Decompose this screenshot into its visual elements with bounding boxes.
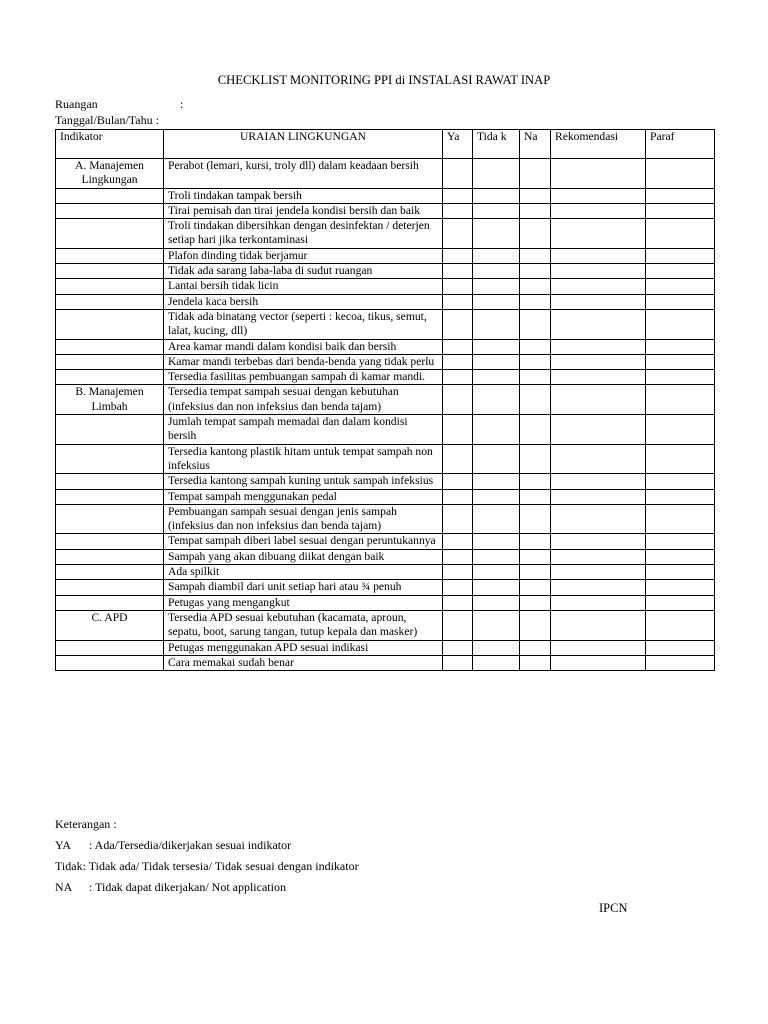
tidak-cell[interactable] — [473, 610, 520, 640]
indikator-cell — [56, 203, 164, 218]
table-row — [56, 354, 715, 369]
ya-cell[interactable] — [443, 309, 473, 339]
uraian-cell: Tempat sampah diberi label sesuai dengan peruntukannya — [164, 534, 443, 549]
paraf-cell[interactable] — [646, 385, 715, 415]
uraian-cell: Perabot (lemari, kursi, troly dll) dalam keadaan bersih — [164, 159, 443, 189]
tidak-cell[interactable] — [473, 549, 520, 564]
paraf-cell[interactable] — [646, 279, 715, 294]
na-cell[interactable] — [520, 549, 551, 564]
paraf-cell[interactable] — [646, 534, 715, 549]
note-ya — [55, 838, 291, 852]
rekomendasi-cell[interactable] — [551, 415, 646, 445]
paraf-cell[interactable] — [646, 549, 715, 564]
uraian-cell: Jendela kaca bersih — [164, 294, 443, 309]
table-row — [56, 188, 715, 203]
rekomendasi-cell[interactable] — [551, 264, 646, 279]
tidak-cell[interactable] — [473, 489, 520, 504]
uraian-cell: Tidak ada binatang vector (seperti : kecoa, tikus, semut, lalat, kucing, dll) — [164, 309, 443, 339]
indikator-cell — [56, 580, 164, 595]
rekomendasi-cell[interactable] — [551, 534, 646, 549]
indikator-cell — [56, 339, 164, 354]
ya-cell[interactable] — [443, 248, 473, 263]
na-cell[interactable] — [520, 489, 551, 504]
ya-cell[interactable] — [443, 610, 473, 640]
tidak-cell[interactable] — [473, 580, 520, 595]
ya-cell[interactable] — [443, 640, 473, 655]
rekomendasi-cell[interactable] — [551, 203, 646, 218]
paraf-cell[interactable] — [646, 415, 715, 445]
table-row — [56, 264, 715, 279]
uraian-cell: Tidak ada sarang laba-laba di sudut ruangan — [164, 264, 443, 279]
ya-cell[interactable] — [443, 655, 473, 670]
header-indikator: Indikator — [56, 130, 164, 159]
note-text: : Ada/Tersedia/dikerjakan sesuai indikator — [89, 838, 292, 852]
na-cell[interactable] — [520, 655, 551, 670]
uraian-cell: Tempat sampah menggunakan pedal — [164, 489, 443, 504]
uraian-cell: Lantai bersih tidak licin — [164, 279, 443, 294]
rekomendasi-cell[interactable] — [551, 279, 646, 294]
ya-cell[interactable] — [443, 534, 473, 549]
note-text: : Tidak dapat dikerjakan/ Not application — [89, 880, 286, 894]
indikator-cell — [56, 309, 164, 339]
rekomendasi-cell[interactable] — [551, 370, 646, 385]
paraf-cell[interactable] — [646, 219, 715, 249]
indikator-cell: B. Manajemen Limbah — [56, 385, 164, 415]
ruangan-colon: : — [180, 97, 184, 111]
indikator-cell — [56, 264, 164, 279]
table-row — [56, 279, 715, 294]
tidak-cell[interactable] — [473, 279, 520, 294]
rekomendasi-cell[interactable] — [551, 339, 646, 354]
paraf-cell[interactable] — [646, 248, 715, 263]
table-row — [56, 219, 715, 249]
paraf-cell[interactable] — [646, 354, 715, 369]
indikator-cell: C. APD — [56, 610, 164, 640]
na-cell[interactable] — [520, 370, 551, 385]
ya-cell[interactable] — [443, 504, 473, 534]
indikator-cell — [56, 549, 164, 564]
uraian-cell: Pembuangan sampah sesuai dengan jenis sampah (infeksius dan non infeksius dan benda tajam) — [164, 504, 443, 534]
ya-cell[interactable] — [443, 415, 473, 445]
table-row — [56, 489, 715, 504]
na-cell[interactable] — [520, 203, 551, 218]
na-cell[interactable] — [520, 294, 551, 309]
paraf-cell[interactable] — [646, 565, 715, 580]
ya-cell[interactable] — [443, 580, 473, 595]
ya-cell[interactable] — [443, 595, 473, 610]
ya-cell[interactable] — [443, 370, 473, 385]
indikator-cell — [56, 415, 164, 445]
indikator-cell — [56, 294, 164, 309]
header-rekomendasi: Rekomendasi — [551, 130, 646, 159]
na-cell[interactable] — [520, 534, 551, 549]
na-cell[interactable] — [520, 504, 551, 534]
table-row — [56, 309, 715, 339]
rekomendasi-cell[interactable] — [551, 610, 646, 640]
tidak-cell[interactable] — [473, 415, 520, 445]
na-cell[interactable] — [520, 309, 551, 339]
paraf-cell[interactable] — [646, 655, 715, 670]
rekomendasi-cell[interactable] — [551, 248, 646, 263]
uraian-cell: Troli tindakan tampak bersih — [164, 188, 443, 203]
rekomendasi-cell[interactable] — [551, 354, 646, 369]
uraian-cell: Petugas yang mengangkut — [164, 595, 443, 610]
note-text: : Tidak ada/ Tidak tersesia/ Tidak sesuai dengan indikator — [82, 859, 359, 873]
table-row — [56, 370, 715, 385]
tidak-cell[interactable] — [473, 640, 520, 655]
paraf-cell[interactable] — [646, 580, 715, 595]
na-cell[interactable] — [520, 415, 551, 445]
tidak-cell[interactable] — [473, 264, 520, 279]
table-row — [56, 549, 715, 564]
note-na — [55, 880, 286, 894]
rekomendasi-cell[interactable] — [551, 580, 646, 595]
table-row — [56, 610, 715, 640]
signature-label: IPCN — [599, 901, 628, 915]
paraf-cell[interactable] — [646, 264, 715, 279]
table-row — [56, 655, 715, 670]
na-cell[interactable] — [520, 595, 551, 610]
indikator-cell — [56, 489, 164, 504]
page-title: CHECKLIST MONITORING PPI di INSTALASI RAWAT INAP — [217, 73, 551, 87]
uraian-cell: Tersedia kantong sampah kuning untuk sampah infeksius — [164, 474, 443, 489]
table-row — [56, 444, 715, 474]
indikator-cell — [56, 370, 164, 385]
na-cell[interactable] — [520, 580, 551, 595]
na-cell[interactable] — [520, 565, 551, 580]
tidak-cell[interactable] — [473, 474, 520, 489]
table-row — [56, 415, 715, 445]
na-cell[interactable] — [520, 279, 551, 294]
tidak-cell[interactable] — [473, 248, 520, 263]
ruangan-field — [55, 97, 183, 111]
table-row — [56, 294, 715, 309]
indikator-cell — [56, 188, 164, 203]
paraf-cell[interactable] — [646, 444, 715, 474]
tidak-cell[interactable] — [473, 534, 520, 549]
ya-cell[interactable] — [443, 474, 473, 489]
paraf-cell[interactable] — [646, 595, 715, 610]
table-row — [56, 248, 715, 263]
rekomendasi-cell[interactable] — [551, 655, 646, 670]
tidak-cell[interactable] — [473, 655, 520, 670]
na-cell[interactable] — [520, 354, 551, 369]
tidak-cell[interactable] — [473, 354, 520, 369]
uraian-cell: Plafon dinding tidak berjamur — [164, 248, 443, 263]
rekomendasi-cell[interactable] — [551, 640, 646, 655]
paraf-cell[interactable] — [646, 504, 715, 534]
indikator-cell — [56, 279, 164, 294]
ya-cell[interactable] — [443, 385, 473, 415]
indikator-cell — [56, 534, 164, 549]
checklist-table — [55, 129, 715, 671]
header-paraf: Paraf — [646, 130, 715, 159]
na-cell[interactable] — [520, 248, 551, 263]
paraf-cell[interactable] — [646, 188, 715, 203]
rekomendasi-cell[interactable] — [551, 444, 646, 474]
header-uraian: URAIAN LINGKUNGAN — [164, 130, 443, 159]
tidak-cell[interactable] — [473, 159, 520, 189]
tidak-cell[interactable] — [473, 219, 520, 249]
ya-cell[interactable] — [443, 219, 473, 249]
uraian-cell: Tersedia kantong plastik hitam untuk tempat sampah non infeksius — [164, 444, 443, 474]
tidak-cell[interactable] — [473, 370, 520, 385]
indikator-cell — [56, 595, 164, 610]
paraf-cell[interactable] — [646, 610, 715, 640]
tidak-cell[interactable] — [473, 595, 520, 610]
tanggal-label: Tanggal/Bulan/Tahu : — [55, 113, 159, 127]
table-row — [56, 580, 715, 595]
na-cell[interactable] — [520, 385, 551, 415]
tidak-cell[interactable] — [473, 444, 520, 474]
na-cell[interactable] — [520, 159, 551, 189]
uraian-cell: Tersedia tempat sampah sesuai dengan kebutuhan (infeksius dan non infeksius dan benda tajam) — [164, 385, 443, 415]
paraf-cell[interactable] — [646, 640, 715, 655]
rekomendasi-cell[interactable] — [551, 504, 646, 534]
ya-cell[interactable] — [443, 339, 473, 354]
ya-cell[interactable] — [443, 489, 473, 504]
ya-cell[interactable] — [443, 188, 473, 203]
indikator-cell — [56, 504, 164, 534]
tidak-cell[interactable] — [473, 294, 520, 309]
ya-cell[interactable] — [443, 294, 473, 309]
paraf-cell[interactable] — [646, 489, 715, 504]
rekomendasi-cell[interactable] — [551, 294, 646, 309]
uraian-cell: Sampah yang akan dibuang diikat dengan baik — [164, 549, 443, 564]
rekomendasi-cell[interactable] — [551, 565, 646, 580]
na-cell[interactable] — [520, 610, 551, 640]
ya-cell[interactable] — [443, 264, 473, 279]
rekomendasi-cell[interactable] — [551, 474, 646, 489]
rekomendasi-cell[interactable] — [551, 219, 646, 249]
rekomendasi-cell[interactable] — [551, 595, 646, 610]
tidak-cell[interactable] — [473, 504, 520, 534]
note-tidak — [55, 859, 359, 873]
ya-cell[interactable] — [443, 203, 473, 218]
tidak-cell[interactable] — [473, 565, 520, 580]
table-row — [56, 595, 715, 610]
table-row — [56, 565, 715, 580]
paraf-cell[interactable] — [646, 474, 715, 489]
na-cell[interactable] — [520, 474, 551, 489]
na-cell[interactable] — [520, 444, 551, 474]
uraian-cell: Kamar mandi terbebas dari benda-benda yang tidak perlu — [164, 354, 443, 369]
rekomendasi-cell[interactable] — [551, 159, 646, 189]
ya-cell[interactable] — [443, 549, 473, 564]
uraian-cell: Petugas menggunakan APD sesuai indikasi — [164, 640, 443, 655]
paraf-cell[interactable] — [646, 309, 715, 339]
na-cell[interactable] — [520, 640, 551, 655]
tidak-cell[interactable] — [473, 188, 520, 203]
na-cell[interactable] — [520, 339, 551, 354]
table-row — [56, 159, 715, 189]
indikator-cell — [56, 640, 164, 655]
rekomendasi-cell[interactable] — [551, 385, 646, 415]
indikator-cell — [56, 655, 164, 670]
table-row — [56, 203, 715, 218]
rekomendasi-cell[interactable] — [551, 188, 646, 203]
rekomendasi-cell[interactable] — [551, 309, 646, 339]
header-tidak: Tida k — [473, 130, 520, 159]
paraf-cell[interactable] — [646, 339, 715, 354]
table-row — [56, 504, 715, 534]
na-cell[interactable] — [520, 264, 551, 279]
note-key: YA — [55, 838, 72, 852]
uraian-cell: Tersedia fasilitas pembuangan sampah di kamar mandi. — [164, 370, 443, 385]
indikator-cell — [56, 248, 164, 263]
paraf-cell[interactable] — [646, 203, 715, 218]
indikator-cell — [56, 219, 164, 249]
uraian-cell: Tirai pemisah dan tirai jendela kondisi bersih dan baik — [164, 203, 443, 218]
paraf-cell[interactable] — [646, 294, 715, 309]
table-header-row — [56, 130, 715, 159]
uraian-cell: Ada spilkit — [164, 565, 443, 580]
table-row — [56, 385, 715, 415]
table-row — [56, 534, 715, 549]
ruangan-label: Ruangan — [55, 97, 98, 111]
notes-heading: Keterangan : — [55, 817, 117, 831]
note-key: Tidak — [55, 859, 83, 873]
paraf-cell[interactable] — [646, 159, 715, 189]
tidak-cell[interactable] — [473, 339, 520, 354]
uraian-cell: Sampah diambil dari unit setiap hari atau ¾ penuh — [164, 580, 443, 595]
indikator-cell — [56, 474, 164, 489]
uraian-cell: Jumlah tempat sampah memadai dan dalam kondisi bersih — [164, 415, 443, 445]
ya-cell[interactable] — [443, 354, 473, 369]
na-cell[interactable] — [520, 219, 551, 249]
table-row — [56, 474, 715, 489]
uraian-cell: Troli tindakan dibersihkan dengan desinfektan / deterjen setiap hari jika terkontaminasi — [164, 219, 443, 249]
tidak-cell[interactable] — [473, 309, 520, 339]
indikator-cell — [56, 444, 164, 474]
uraian-cell: Tersedia APD sesuai kebutuhan (kacamata, aproun, sepatu, boot, sarung tangan, tutup kepala dan masker) — [164, 610, 443, 640]
paraf-cell[interactable] — [646, 370, 715, 385]
tanggal-field — [55, 113, 159, 127]
ya-cell[interactable] — [443, 159, 473, 189]
rekomendasi-cell[interactable] — [551, 489, 646, 504]
ya-cell[interactable] — [443, 444, 473, 474]
ya-cell[interactable] — [443, 565, 473, 580]
tidak-cell[interactable] — [473, 203, 520, 218]
header-ya: Ya — [443, 130, 473, 159]
note-key: NA — [55, 880, 73, 894]
uraian-cell: Cara memakai sudah benar — [164, 655, 443, 670]
indikator-cell — [56, 565, 164, 580]
uraian-cell: Area kamar mandi dalam kondisi baik dan bersih — [164, 339, 443, 354]
ya-cell[interactable] — [443, 279, 473, 294]
table-row — [56, 640, 715, 655]
header-na: Na — [520, 130, 551, 159]
tidak-cell[interactable] — [473, 385, 520, 415]
na-cell[interactable] — [520, 188, 551, 203]
indikator-cell: A. Manajemen Lingkungan — [56, 159, 164, 189]
rekomendasi-cell[interactable] — [551, 549, 646, 564]
table-row — [56, 339, 715, 354]
indikator-cell — [56, 354, 164, 369]
